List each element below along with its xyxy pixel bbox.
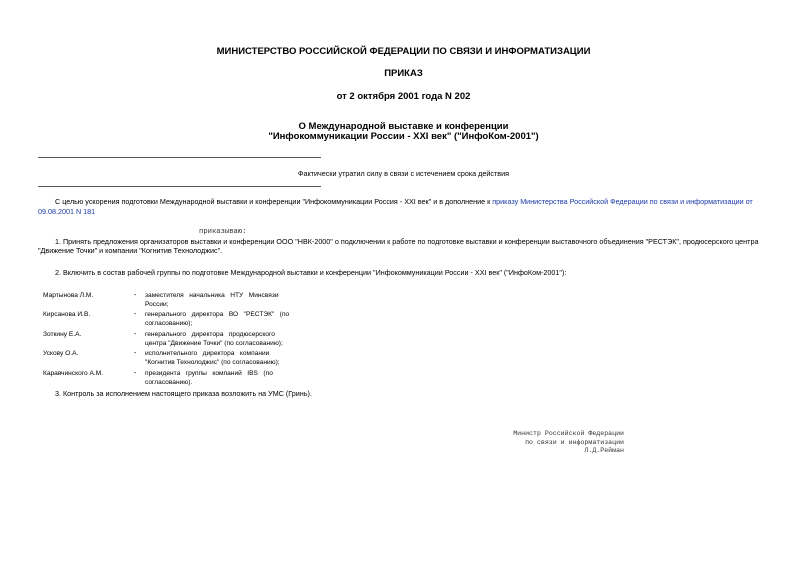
member-role-line2: центра "Движение Точки" (по согласованию); — [145, 340, 283, 347]
member-name: Кирсанова И.В. — [43, 311, 91, 318]
member-role — [145, 349, 288, 367]
member-role — [145, 369, 288, 387]
item-1-line2: "Движение Точки" и компании "Когнитив Технолоджис". — [38, 246, 223, 255]
member-dash: - — [134, 370, 137, 377]
member-dash: - — [134, 311, 137, 318]
intro-paragraph — [55, 197, 753, 206]
member-role — [145, 291, 288, 309]
member-role-line2: согласованию); — [145, 320, 193, 327]
member-dash: - — [134, 292, 137, 299]
document-date-number: от 2 октября 2001 года N 202 — [336, 91, 471, 102]
member-role-line2: России; — [145, 301, 169, 308]
signature-line1: Министр Российской Федерации — [513, 430, 624, 437]
signature-line2: по связи и информатизации — [525, 438, 624, 446]
member-dash: - — [134, 350, 137, 357]
item-3: 3. Контроль за исполнением настоящего приказа возложить на УМС (Гринь). — [55, 389, 312, 398]
order-word: приказываю: — [199, 228, 247, 236]
member-role-line1: генерального директора ВО "РЕСТЭК" (по — [145, 311, 290, 318]
document-type: ПРИКАЗ — [384, 68, 423, 79]
member-role — [145, 330, 288, 348]
ministry-heading: МИНИСТЕРСТВО РОССИЙСКОЙ ФЕДЕРАЦИИ ПО СВЯЗИ И ИНФОРМАТИЗАЦИИ — [216, 46, 591, 57]
document-title-line2: "Инфокоммуникации России - XXI век" ("ИнфоКом-2001") — [268, 131, 539, 142]
member-name: Ускову О.А. — [43, 350, 79, 357]
intro-text: С целью ускорения подготовки Международной выставки и конференции "Инфокоммуникации Россия - XXI век" и в дополнение к — [55, 197, 491, 206]
item-2: 2. Включить в состав рабочей группы по подготовке Международной выставки и конференции "Инфокоммуникации России - XXI век" ("ИнфоКом-2001"): — [55, 268, 567, 277]
member-name: Мартынова Л.М. — [43, 292, 94, 299]
member-name: Зоткину Е.А. — [43, 331, 82, 338]
divider-bottom — [38, 186, 321, 187]
signature-name: Л.Д.Рейман — [584, 447, 624, 454]
status-note: Фактически утратил силу в связи с истечением срока действия — [298, 169, 509, 178]
member-role — [145, 310, 288, 328]
member-role-line1: исполнительного директора компании — [145, 350, 270, 357]
member-role-line1: генерального директора продюсерского — [145, 331, 275, 338]
member-role-line2: согласованию). — [145, 379, 193, 386]
document-title-line1: О Международной выставке и конференции — [298, 121, 509, 132]
member-dash: - — [134, 331, 137, 338]
member-role-line2: "Когнитив Технолоджис" (по согласованию); — [145, 359, 280, 366]
member-role-line1: заместителя начальника НТУ Минсвязи — [145, 292, 279, 299]
member-name: Каравчинского А.М. — [43, 370, 104, 377]
signature-block — [470, 430, 624, 456]
order-181-link-date[interactable]: 09.08.2001 N 181 — [38, 207, 96, 216]
order-181-link[interactable]: приказу Министерства Российской Федерации по связи и информатизации от — [492, 197, 753, 206]
item-1-line1: 1. Принять предложения организаторов выставки и конференции ООО "НВК-2000" о подключении к работе по подготовке выставки и конференции выставочного объединения "РЕСТЭК", продюсерского центра — [55, 237, 759, 246]
member-role-line1: президента группы компаний IBS (по — [145, 370, 273, 377]
divider-top — [38, 157, 321, 158]
